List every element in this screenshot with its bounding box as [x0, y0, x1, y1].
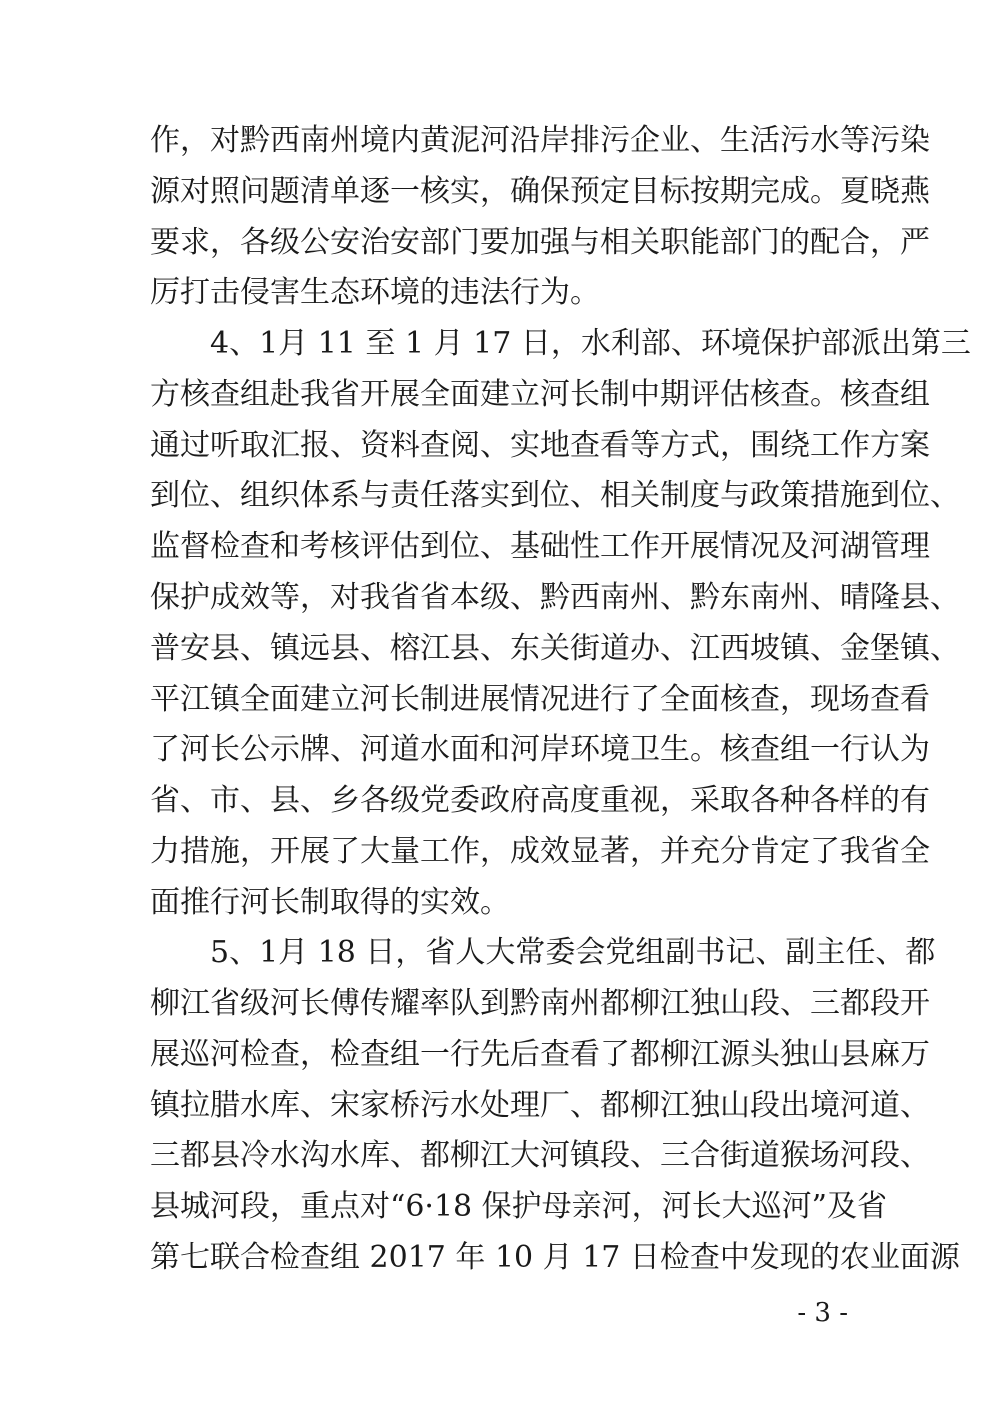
text-line: 平江镇全面建立河长制进展情况进行了全面核查，现场查看: [150, 682, 930, 717]
text-line: 柳江省级河长傅传耀率队到黔南州都柳江独山段、三都段开: [150, 986, 930, 1021]
text-line: 通过听取汇报、资料查阅、实地查看等方式，围绕工作方案: [150, 428, 930, 463]
text-line: 镇拉腊水库、宋家桥污水处理厂、都柳江独山段出境河道、: [150, 1088, 930, 1123]
text-line: 作，对黔西南州境内黄泥河沿岸排污企业、生活污水等污染: [150, 123, 930, 158]
text-line: 了河长公示牌、河道水面和河岸环境卫生。核查组一行认为: [150, 732, 930, 767]
page-number: - 3 -: [797, 1298, 848, 1328]
text-line: 县城河段，重点对“6·18 保护母亲河，河长大巡河”及省: [150, 1189, 888, 1224]
text-line: 监督检查和考核评估到位、基础性工作开展情况及河湖管理: [150, 529, 930, 564]
paragraph-first-line: 4、1月 11 至 1 月 17 日，水利部、环境保护部派出第三: [210, 326, 971, 361]
text-line: 到位、组织体系与责任落实到位、相关制度与政策措施到位、: [150, 478, 960, 513]
text-line: 省、市、县、乡各级党委政府高度重视，采取各种各样的有: [150, 783, 930, 818]
text-line: 源对照问题清单逐一核实，确保预定目标按期完成。夏晓燕: [150, 174, 930, 209]
text-line: 展巡河检查，检查组一行先后查看了都柳江源头独山县麻万: [150, 1037, 930, 1072]
text-line: 要求，各级公安治安部门要加强与相关职能部门的配合，严: [150, 225, 930, 260]
text-line: 厉打击侵害生态环境的违法行为。: [150, 275, 600, 310]
text-line: 方核查组赴我省开展全面建立河长制中期评估核查。核查组: [150, 377, 930, 412]
text-line: 三都县冷水沟水库、都柳江大河镇段、三合街道猴场河段、: [150, 1138, 930, 1173]
paragraph-first-line: 5、1月 18 日，省人大常委会党组副书记、副主任、都: [210, 935, 936, 970]
text-line: 普安县、镇远县、榕江县、东关街道办、江西坡镇、金堡镇、: [150, 631, 960, 666]
text-line: 保护成效等，对我省省本级、黔西南州、黔东南州、晴隆县、: [150, 580, 960, 615]
text-line: 第七联合检查组 2017 年 10 月 17 日检查中发现的农业面源: [150, 1240, 960, 1275]
text-line: 面推行河长制取得的实效。: [150, 885, 510, 920]
text-line: 力措施，开展了大量工作，成效显著，并充分肯定了我省全: [150, 834, 930, 869]
